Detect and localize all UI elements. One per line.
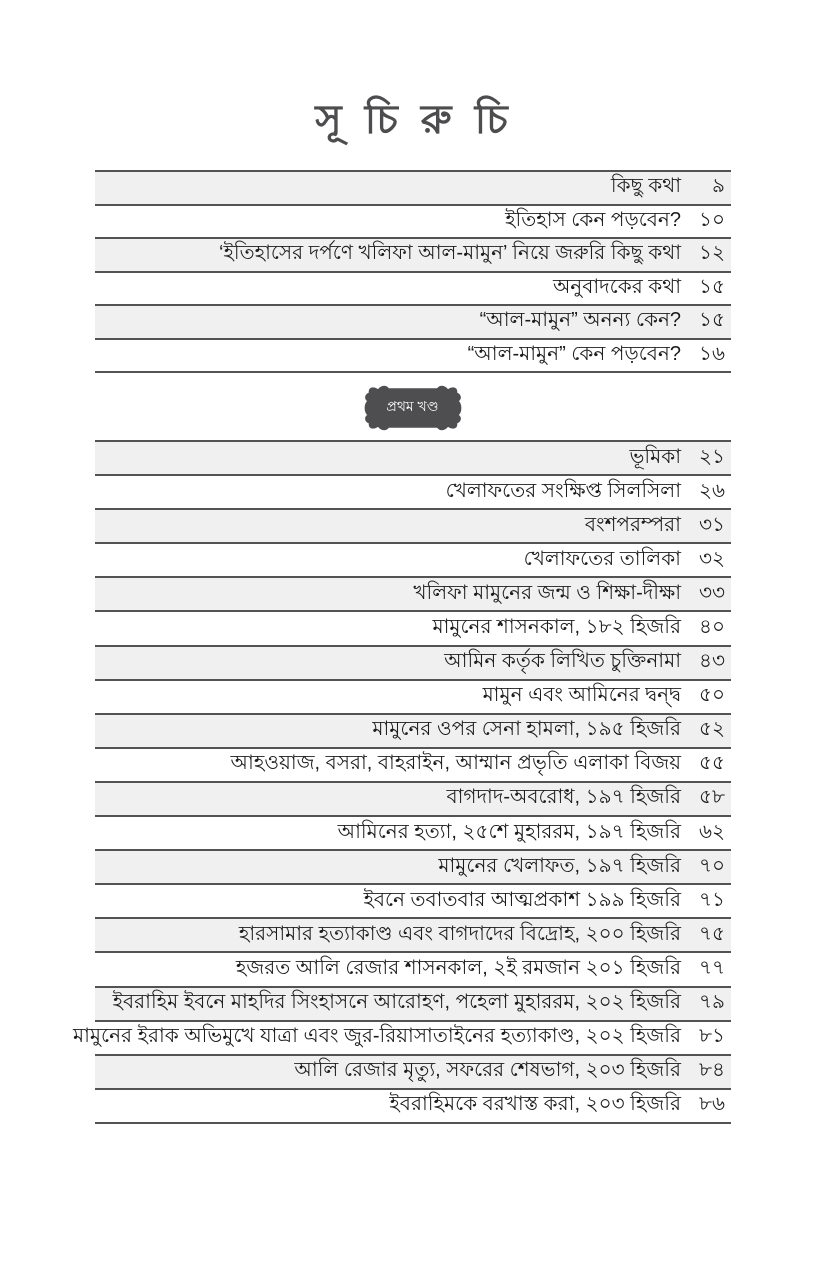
toc-row: [95, 1090, 731, 1124]
page-title: সূ চি রু চি: [315, 98, 510, 142]
toc-entry-title: “আল-মামুন” অনন্য কেন?: [479, 309, 681, 332]
toc-entry-page: ১৫: [699, 275, 725, 298]
toc-entry-title: খেলাফতের তালিকা: [523, 547, 681, 570]
toc-row: [95, 851, 731, 885]
toc-entry-title: আলি রেজার মৃত্যু, সফরের শেষভাগ, ২০৩ হিজরি: [294, 1059, 681, 1082]
toc-row: [95, 885, 731, 919]
toc-entry-page: ৪০: [699, 616, 725, 639]
toc-entry-page: ৯: [712, 175, 725, 198]
toc-entry-page: ৫০: [699, 684, 725, 707]
toc-row: [95, 647, 731, 681]
toc-entry-page: ৭০: [698, 854, 725, 877]
toc-entry-page: ১৫: [699, 309, 725, 332]
toc-row: [95, 544, 731, 578]
toc-row: [95, 817, 731, 851]
toc-row: [95, 953, 731, 987]
toc-entry-title: “আল-মামুন” কেন পড়বেন?: [467, 342, 681, 365]
toc-front-matter-list: [95, 170, 731, 373]
toc-entry-title: হজরত আলি রেজার শাসনকাল, ২ই রমজান ২০১ হিজরি: [235, 956, 681, 979]
toc-entry-title: হারসামার হত্যাকাণ্ড এবং বাগদাদের বিদ্রোহ, ২০০ হিজরি: [238, 922, 681, 945]
toc-entry-page: ৫৮: [699, 786, 725, 809]
toc-entry-page: ২১: [699, 445, 725, 468]
toc-entry-title: মামুন এবং আমিনের দ্বন্দ্ব: [482, 684, 681, 707]
toc-row: [95, 510, 731, 544]
toc-entry-page: ৮৬: [699, 1093, 725, 1116]
toc-entry-page: ২৬: [698, 479, 725, 502]
toc-entry-page: ১৬: [699, 342, 725, 365]
toc-row: [95, 783, 731, 817]
toc-entry-title: ভূমিকা: [629, 445, 681, 468]
toc-entry-page: ৫২: [699, 718, 725, 741]
toc-entry-title: আমিন কর্তৃক লিখিত চুক্তিনামা: [444, 650, 681, 673]
toc-entry-page: ৮১: [699, 1025, 725, 1048]
toc-entry-title: খলিফা মামুনের জন্ম ও শিক্ষা-দীক্ষা: [413, 581, 681, 604]
toc-row: [95, 988, 731, 1022]
toc-row: [95, 749, 731, 783]
toc-entry-page: ৩১: [699, 513, 725, 536]
toc-row: [95, 715, 731, 749]
toc-entry-title: ‘ইতিহাসের দর্পণে খলিফা আল-মামুন’ নিয়ে জরুরি কিছু কথা: [219, 242, 681, 265]
toc-row: [95, 476, 731, 510]
toc-entry-title: ইবনে তবাতবার আত্মপ্রকাশ ১৯৯ হিজরি: [363, 888, 681, 911]
toc-entry-title: অনুবাদকের কথা: [552, 275, 681, 298]
toc-entry-page: ৭৭: [698, 956, 725, 979]
toc-row: [95, 340, 731, 374]
toc-entry-page: ৬২: [698, 820, 725, 843]
toc-entry-title: বাগদাদ-অবরোধ, ১৯৭ হিজরি: [446, 786, 681, 809]
toc-row: [95, 273, 731, 307]
toc-entry-title: বংশপরম্পরা: [584, 513, 681, 536]
toc-row: [95, 442, 731, 476]
toc-row: [73, 1022, 731, 1056]
toc-row: [95, 239, 731, 273]
toc-part1-list: [73, 440, 731, 1124]
toc-entry-title: ইবরাহিম ইবনে মাহদির সিংহাসনে আরোহণ, পহেলা মুহাররম, ২০২ হিজরি: [112, 991, 681, 1014]
toc-entry-title: খেলাফতের সংক্ষিপ্ত সিলসিলা: [445, 479, 681, 502]
toc-row: [95, 1056, 731, 1090]
toc-entry-page: ১০: [699, 208, 725, 231]
toc-entry-page: ৫৫: [699, 752, 725, 775]
toc-entry-title: ইবরাহিমকে বরখাস্ত করা, ২০৩ হিজরি: [389, 1093, 681, 1116]
toc-row: [95, 919, 731, 953]
toc-entry-title: মামুনের খেলাফত, ১৯৭ হিজরি: [438, 854, 681, 877]
toc-entry-title: কিছু কথা: [610, 175, 681, 198]
toc-row: [95, 172, 731, 206]
section-badge: [363, 384, 463, 432]
toc-entry-page: ৪৩: [699, 650, 725, 673]
toc-entry-title: ইতিহাস কেন পড়বেন?: [505, 208, 681, 231]
toc-entry-page: ১২: [699, 242, 725, 265]
toc-entry-title: আহওয়াজ, বসরা, বাহরাইন, আম্মান প্রভৃতি এলাকা বিজয়: [230, 752, 681, 775]
toc-row: [95, 612, 731, 646]
toc-row: [95, 306, 731, 340]
toc-entry-title: মামুনের ইরাক অভিমুখে যাত্রা এবং জুর-রিয়াসাতাইনের হত্যাকাণ্ড, ২০২ হিজরি: [73, 1025, 681, 1048]
toc-entry-page: ৭৫: [699, 922, 725, 945]
toc-entry-title: মামুনের ওপর সেনা হামলা, ১৯৫ হিজরি: [372, 718, 681, 741]
toc-row: [95, 206, 731, 240]
toc-entry-page: ৩৩: [698, 581, 725, 604]
toc-entry-page: ৭১: [699, 888, 725, 911]
toc-entry-title: মামুনের শাসনকাল, ১৮২ হিজরি: [432, 616, 681, 639]
toc-entry-page: ৭৯: [699, 991, 725, 1014]
toc-entry-page: ৩২: [698, 547, 725, 570]
toc-entry-page: ৮৪: [699, 1059, 725, 1082]
section-badge-label: প্রথম খণ্ড: [386, 398, 439, 414]
toc-row: [95, 681, 731, 715]
toc-row: [95, 578, 731, 612]
toc-entry-title: আমিনের হত্যা, ২৫শে মুহাররম, ১৯৭ হিজরি: [337, 820, 681, 843]
